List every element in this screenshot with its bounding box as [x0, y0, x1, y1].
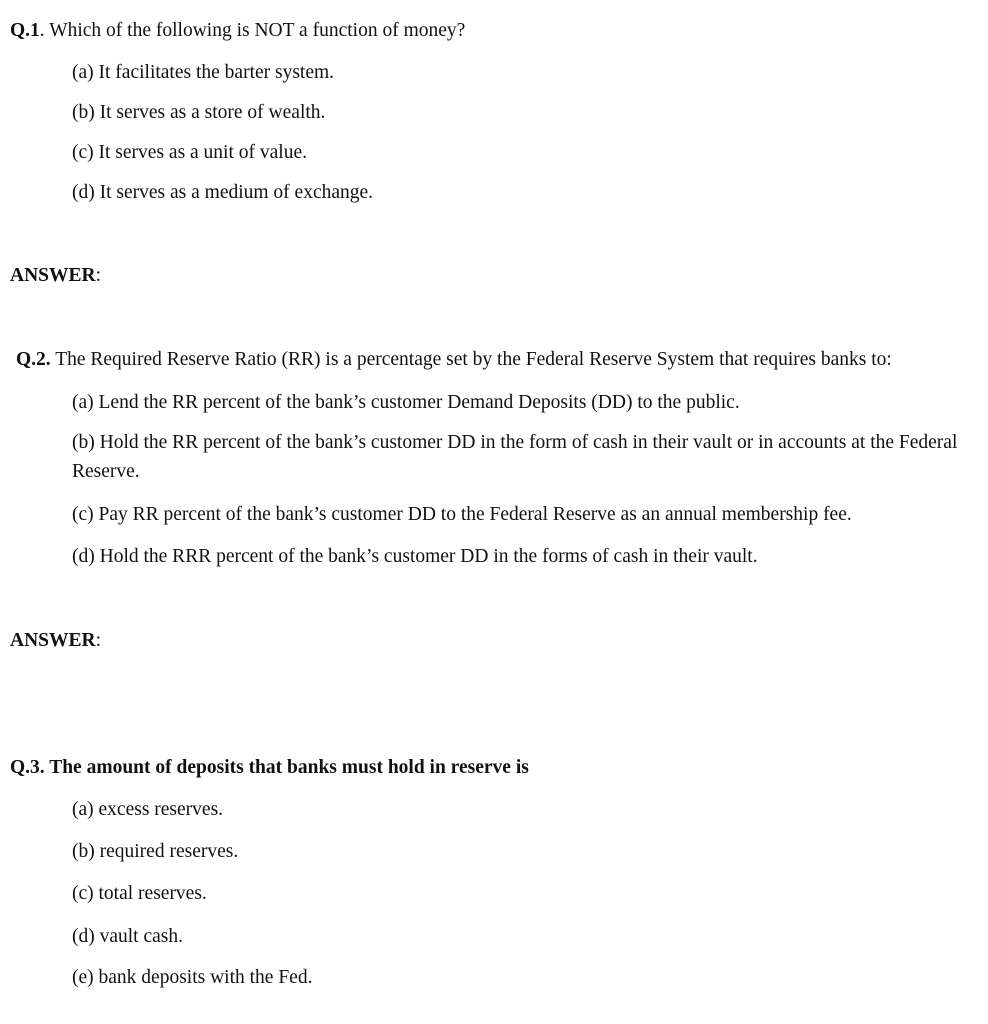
- question-1-text: Which of the following is NOT a function of money?: [49, 20, 466, 41]
- question-3-number: Q.3.: [10, 757, 45, 778]
- question-3-option-e: (e) bank deposits with the Fed.: [72, 967, 313, 988]
- question-1-prompt: Q.1. Which of the following is NOT a function of money?: [10, 20, 466, 41]
- question-1-option-c: (c) It serves as a unit of value.: [72, 142, 307, 163]
- question-2-number: Q.2.: [16, 349, 51, 370]
- question-2-answer-label: ANSWER: [10, 630, 96, 651]
- question-3-option-b: (b) required reserves.: [72, 841, 239, 862]
- question-1-answer: ANSWER:: [10, 265, 102, 286]
- question-2-answer: ANSWER:: [10, 630, 102, 651]
- question-3-text: The amount of deposits that banks must hold in reserve is: [49, 757, 529, 778]
- question-2-prompt: [16, 348, 892, 372]
- question-1-option-b: (b) It serves as a store of wealth.: [72, 102, 326, 123]
- question-3-option-a: (a) excess reserves.: [72, 799, 224, 820]
- question-1-option-d: (d) It serves as a medium of exchange.: [72, 182, 374, 203]
- question-2-option-c: (c) Pay RR percent of the bank’s customer DD to the Federal Reserve as an annual membership fee.: [72, 504, 852, 525]
- question-2-option-a: (a) Lend the RR percent of the bank’s customer Demand Deposits (DD) to the public.: [72, 392, 740, 413]
- question-1-option-a: (a) It facilitates the barter system.: [72, 62, 335, 83]
- question-3-prompt: [10, 756, 529, 780]
- question-2-option-d: (d) Hold the RRR percent of the bank’s customer DD in the forms of cash in their vault.: [72, 546, 758, 567]
- question-3-option-d: (d) vault cash.: [72, 926, 184, 947]
- question-1-answer-label: ANSWER: [10, 265, 96, 286]
- question-3-option-c: (c) total reserves.: [72, 883, 207, 904]
- question-2-text: The Required Reserve Ratio (RR) is a percentage set by the Federal Reserve System that requires banks to:: [55, 349, 892, 370]
- question-2-option-b: (b) Hold the RR percent of the bank’s customer DD in the form of cash in their vault or in accounts at the Federal Reserve.: [72, 432, 958, 482]
- question-1-number: Q.1: [10, 20, 40, 41]
